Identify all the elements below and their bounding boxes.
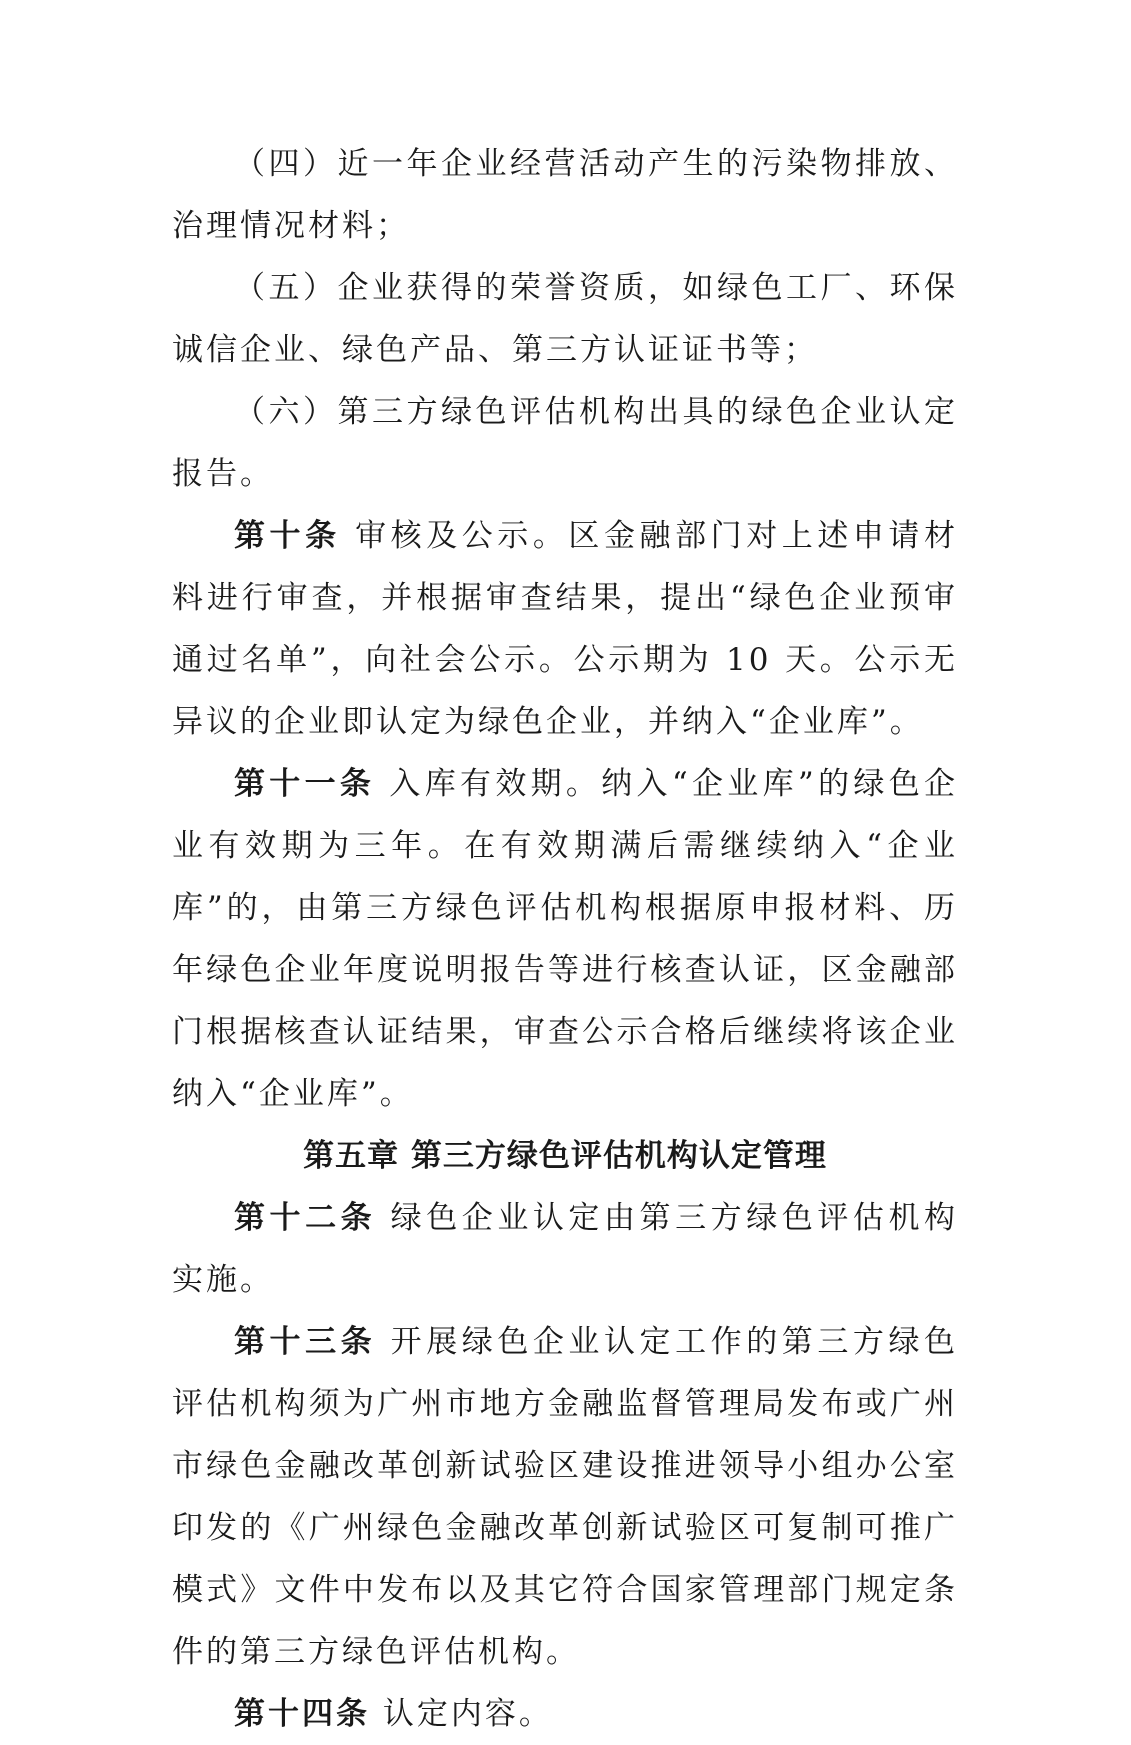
article-label: 第十四条 [234, 1696, 370, 1732]
document-body [172, 133, 958, 1745]
clause-6-report [172, 381, 958, 505]
article-14 [172, 1683, 958, 1745]
article-label: 第十一条 [234, 766, 376, 802]
article-12 [172, 1187, 958, 1311]
clause-text: （六）第三方绿色评估机构出具的绿色企业认定报告。 [172, 394, 958, 492]
article-text: 认定内容。 [370, 1696, 553, 1732]
clause-text: （四）近一年企业经营活动产生的污染物排放、治理情况材料； [172, 146, 958, 244]
article-text: 绿色企业认定由第三方绿色评估机构实施。 [172, 1200, 958, 1298]
article-label: 第十二条 [234, 1200, 377, 1236]
article-label: 第十条 [234, 518, 341, 554]
article-13 [172, 1311, 958, 1683]
clause-5-honors [172, 257, 958, 381]
article-11 [172, 753, 958, 1125]
article-10 [172, 505, 958, 753]
clause-text: （五）企业获得的荣誉资质，如绿色工厂、环保诚信企业、绿色产品、第三方认证证书等； [172, 270, 958, 368]
article-text: 开展绿色企业认定工作的第三方绿色评估机构须为广州市地方金融监督管理局发布或广州市绿色金融改革创新试验区建设推进领导小组办公室印发的《广州绿色金融改革创新试验区可复制可推广模式》文件中发布以及其它符合国家管理部门规定条件的第三方绿色评估机构。 [172, 1324, 958, 1670]
chapter-heading: 第五章 第三方绿色评估机构认定管理 [303, 1138, 827, 1174]
article-label: 第十三条 [234, 1324, 377, 1360]
article-text: 审核及公示。区金融部门对上述申请材料进行审查，并根据审查结果，提出“绿色企业预审通过名单”，向社会公示。公示期为 10 天。公示无异议的企业即认定为绿色企业，并纳入“企业库”。 [172, 518, 958, 740]
clause-4-materials [172, 133, 958, 257]
article-text: 入库有效期。纳入“企业库”的绿色企业有效期为三年。在有效期满后需继续纳入“企业库”的，由第三方绿色评估机构根据原申报材料、历年绿色企业年度说明报告等进行核查认证，区金融部门根据核查认证结果，审查公示合格后继续将该企业纳入“企业库”。 [172, 766, 958, 1112]
